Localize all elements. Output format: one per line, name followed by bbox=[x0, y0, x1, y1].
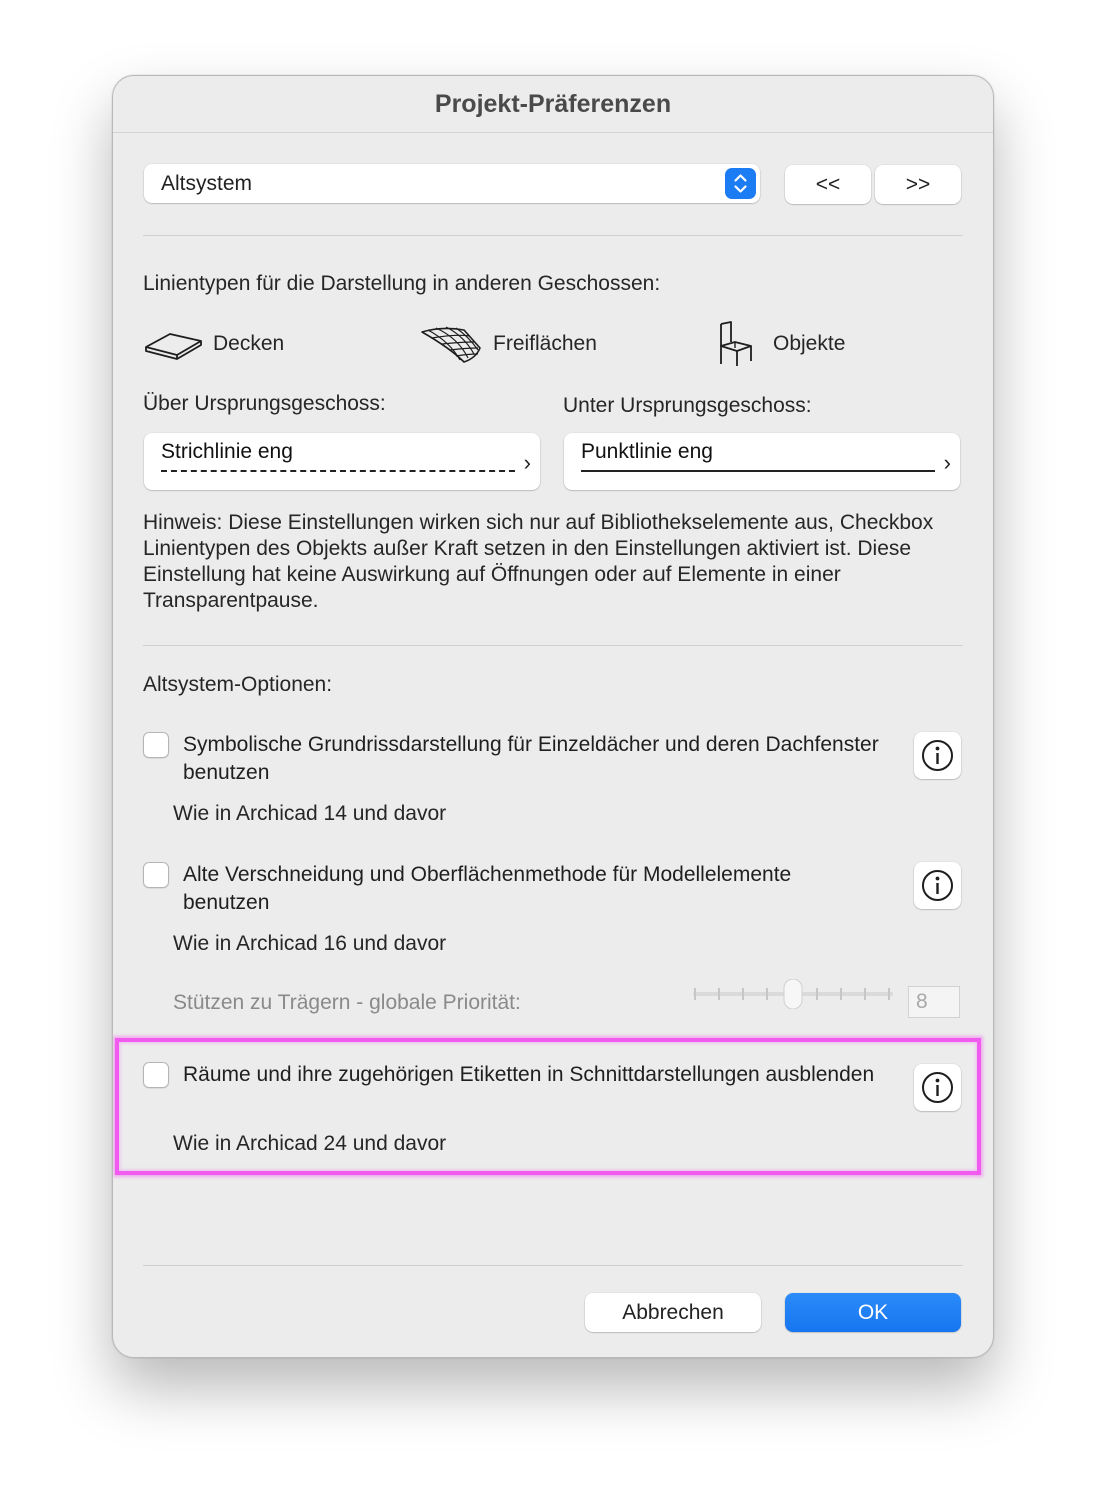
title-bar[interactable] bbox=[113, 76, 993, 133]
category-label-freiflaechen: Freiflächen bbox=[493, 332, 597, 355]
popup-chevron-icon bbox=[725, 168, 756, 199]
cancel-button[interactable]: Abbrechen bbox=[585, 1293, 761, 1332]
previous-button[interactable]: << bbox=[785, 165, 871, 204]
priority-field[interactable]: 8 bbox=[908, 986, 960, 1018]
info-button[interactable] bbox=[914, 1064, 961, 1111]
preferences-dialog bbox=[112, 75, 994, 1358]
legacy-option-checkbox[interactable] bbox=[143, 1062, 169, 1088]
info-icon bbox=[920, 868, 955, 903]
priority-label: Stützen zu Trägern - globale Priorität: bbox=[173, 991, 521, 1014]
dialog-title: Projekt-Präferenzen bbox=[434, 89, 672, 118]
next-button[interactable]: >> bbox=[875, 165, 961, 204]
dashed-line-preview bbox=[161, 470, 515, 472]
legacy-option-label: Alte Verschneidung und Oberflächenmethode für Modellelemente benutzen bbox=[183, 863, 792, 914]
preset-popup[interactable] bbox=[144, 164, 760, 203]
chevron-right-icon: › bbox=[523, 450, 531, 475]
legacy-option-checkbox[interactable] bbox=[143, 732, 169, 758]
info-button[interactable] bbox=[914, 732, 961, 779]
slider-knob[interactable] bbox=[784, 979, 802, 1009]
legacy-option-version: Wie in Archicad 14 und davor bbox=[173, 802, 447, 825]
legacy-option-version: Wie in Archicad 24 und davor bbox=[173, 1132, 447, 1155]
chair-icon bbox=[715, 320, 755, 373]
linetypes-heading: Linientypen für die Darstellung in anderen Geschossen: bbox=[143, 272, 661, 295]
above-story-label: Über Ursprungsgeschoss: bbox=[143, 392, 386, 415]
below-linetype-name: Punktlinie eng bbox=[581, 440, 713, 463]
chevron-right-icon: › bbox=[943, 450, 951, 475]
preset-value: Altsystem bbox=[161, 172, 253, 195]
separator bbox=[143, 1265, 963, 1266]
legacy-option-label: Räume und ihre zugehörigen Etiketten in Schnittdarstellungen ausblenden bbox=[183, 1063, 875, 1086]
legacy-option-checkbox[interactable] bbox=[143, 862, 169, 888]
dotted-line-preview bbox=[581, 470, 935, 472]
legacy-option-label: Symbolische Grundrissdarstellung für Einzeldächer und deren Dachfenster benutzen bbox=[183, 733, 879, 784]
above-linetype-name: Strichlinie eng bbox=[161, 440, 293, 463]
legacy-option-version: Wie in Archicad 16 und davor bbox=[173, 932, 447, 955]
above-linetype-selector[interactable] bbox=[144, 433, 540, 490]
mesh-icon bbox=[420, 324, 484, 369]
category-label-decken: Decken bbox=[213, 332, 285, 355]
separator bbox=[143, 235, 963, 236]
below-linetype-selector[interactable] bbox=[564, 433, 960, 490]
slab-icon bbox=[143, 328, 203, 365]
hint-note: Hinweis: Diese Einstellungen wirken sich nur auf Bibliothekselemente aus, Checkbox Linientypen des Objekts außer Kraft setzen in den Einstellungen aktiviert ist. Diese Einstellung hat keine Auswirkung auf Öffnungen oder auf Elemente in einer Transparentpause. bbox=[143, 511, 934, 612]
legacy-heading: Altsystem-Optionen: bbox=[143, 673, 333, 696]
info-button[interactable] bbox=[914, 862, 961, 909]
info-icon bbox=[920, 738, 955, 773]
category-label-objekte: Objekte bbox=[773, 332, 846, 355]
priority-slider[interactable] bbox=[693, 979, 893, 1009]
info-icon bbox=[920, 1070, 955, 1105]
ok-button[interactable]: OK bbox=[785, 1293, 961, 1332]
below-story-label: Unter Ursprungsgeschoss: bbox=[563, 394, 812, 417]
separator bbox=[143, 645, 963, 646]
